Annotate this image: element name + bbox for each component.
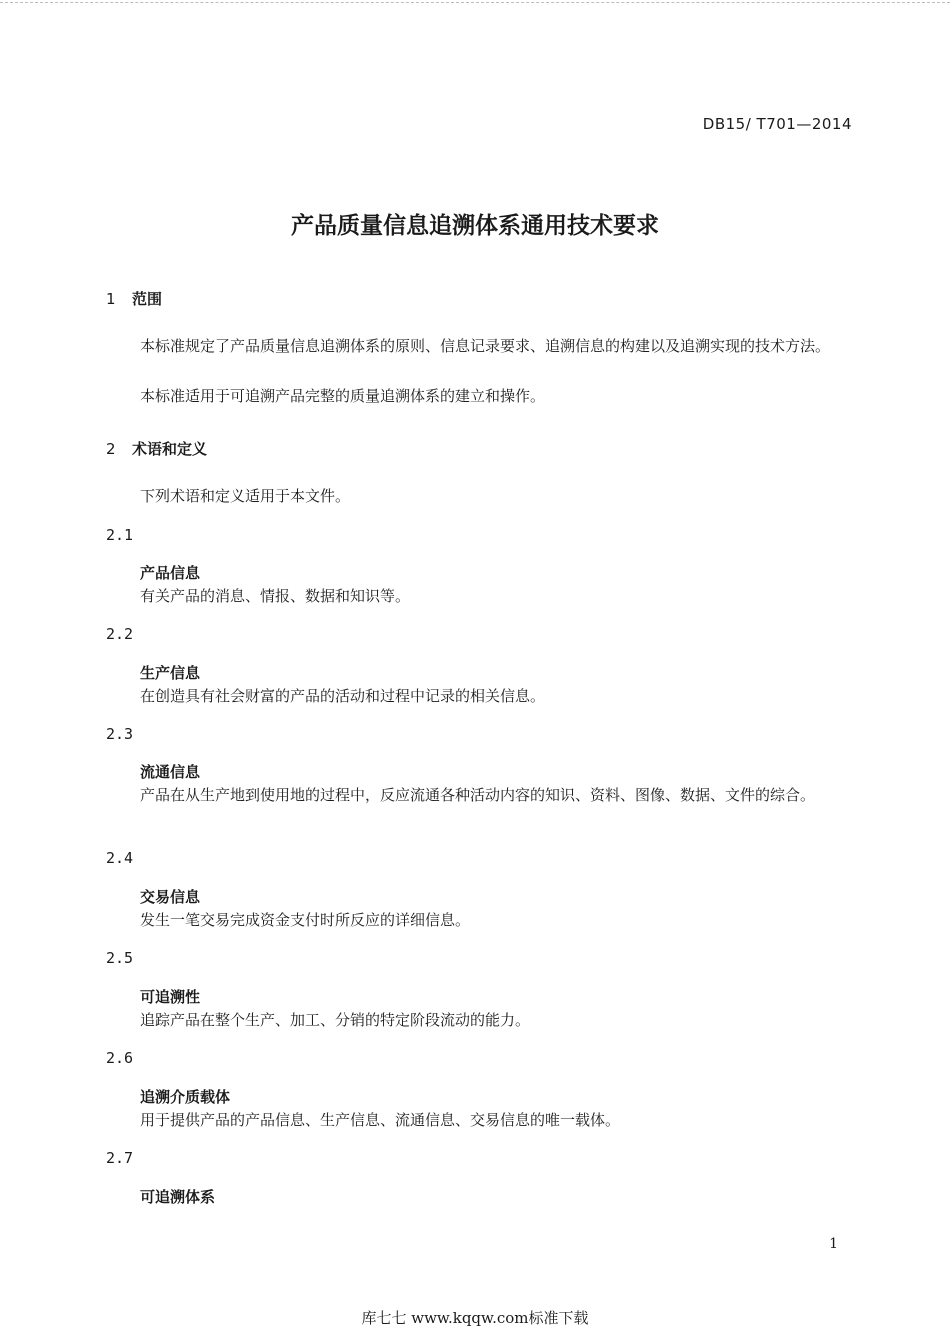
term-name: 追溯介质载体: [140, 1088, 231, 1106]
term-name: 产品信息: [140, 564, 201, 582]
section-number: 2: [106, 440, 116, 458]
term-name: 可追溯性: [140, 988, 201, 1006]
section-heading-terms: [106, 438, 207, 459]
term-number: 2.2: [106, 625, 134, 643]
term-name: 可追溯体系: [140, 1188, 216, 1206]
section-title: 术语和定义: [132, 440, 208, 458]
term-definition: 追踪产品在整个生产、加工、分销的特定阶段流动的能力。: [140, 1011, 531, 1029]
term-number: 2.6: [106, 1049, 134, 1067]
term-number: 2.7: [106, 1149, 134, 1167]
term-number: 2.4: [106, 849, 134, 867]
standard-code: DB15/ T701—2014: [702, 115, 852, 133]
scan-edge-line: [0, 2, 950, 3]
term-definition: 用于提供产品的产品信息、生产信息、流通信息、交易信息的唯一载体。: [140, 1111, 621, 1129]
term-number: 2.3: [106, 725, 134, 743]
scope-paragraph-2: 本标准适用于可追溯产品完整的质量追溯体系的建立和操作。: [140, 387, 546, 405]
term-definition: 产品在从生产地到使用地的过程中，反应流通各种活动内容的知识、资料、图像、数据、文件的综合。: [140, 786, 816, 804]
term-definition: 发生一笔交易完成资金支付时所反应的详细信息。: [140, 911, 471, 929]
term-name: 交易信息: [140, 888, 201, 906]
footer-watermark: 库七七 www.kqqw.com标准下载: [361, 1309, 589, 1327]
terms-intro-paragraph: 下列术语和定义适用于本文件。: [140, 487, 351, 505]
term-name: 生产信息: [140, 664, 201, 682]
term-name: 流通信息: [140, 763, 201, 781]
section-title: 范围: [132, 290, 163, 308]
term-definition: 有关产品的消息、情报、数据和知识等。: [140, 587, 411, 605]
term-number: 2.1: [106, 526, 134, 544]
term-number: 2.5: [106, 949, 134, 967]
scope-paragraph-1: 本标准规定了产品质量信息追溯体系的原则、信息记录要求、追溯信息的构建以及追溯实现的技术方法。: [140, 337, 831, 355]
page-number: 1: [829, 1236, 838, 1252]
term-definition: 在创造具有社会财富的产品的活动和过程中记录的相关信息。: [140, 687, 546, 705]
document-title: 产品质量信息追溯体系通用技术要求: [291, 213, 659, 239]
section-number: 1: [106, 290, 116, 308]
section-heading-scope: [106, 288, 162, 309]
